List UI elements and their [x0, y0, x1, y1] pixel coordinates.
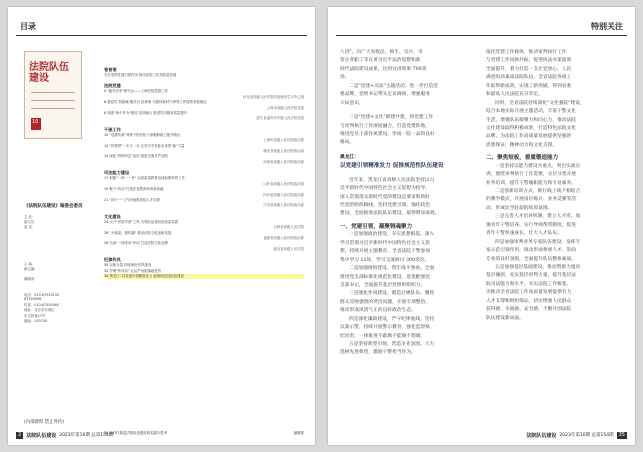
masthead-line: 67550096: [24, 297, 42, 301]
toc-entry-title: 8 构建"两个作为"格局 坚持融合 推进司法服务质量提升: [104, 111, 188, 116]
toc-entry-title: 32 拧紧"作风扣" 让从严治院落地见效: [104, 268, 162, 273]
toc-entry-title: 10 "选拔传承"背景下的法院干部履职能力提升路径: [104, 132, 181, 137]
cover-title-line-2: 建设: [29, 73, 49, 84]
paragraph-line: 业务培训，提升干警履职能力和专业素养。: [486, 180, 577, 186]
paragraph-line: 家示范引领作用，推动形成尊重人才、崇尚: [486, 248, 577, 254]
paragraph-line: 格局。: [340, 140, 355, 146]
cover-rule: [31, 100, 75, 101]
paragraph-line: 依托党建工作载体，推动审判执行工作: [486, 50, 567, 55]
header-rule: [336, 35, 627, 36]
masthead-line: 副主编：: [24, 266, 38, 271]
right-page-footer: [336, 430, 627, 440]
toc-section: [104, 67, 304, 78]
paragraph-line: 五是加强基层基础建设，推动资源力量向: [495, 264, 581, 270]
paragraph-line: 八进"，向广大农牧民、师生、官兵、市: [340, 50, 423, 55]
toc-entry-title: 26 "大格局、微传播" 推动法院文化创新发展: [104, 230, 172, 235]
toc-entry[interactable]: [104, 133, 304, 144]
paragraph-line: 队伍建设新局面。: [486, 315, 524, 321]
paragraph-line: 建品牌，党组书记带头走访调研，增强服务: [340, 92, 431, 98]
masthead-title: 《法院队伍建设》编委会委员: [24, 204, 83, 209]
article-title: 以党建引领精准发力 促推规范性队伍建设: [340, 163, 444, 170]
toc-entry-title: 34 黑龙江: 以党建引领精准发力 促推规范性队伍建设: [104, 274, 304, 279]
toc-entry-title: 充分发挥党建引领作用 推动法院工作高质量发展: [104, 73, 177, 77]
paragraph-line: 纪问责，一体推进不敢腐不能腐不想腐。: [340, 333, 426, 339]
toc-entry[interactable]: [104, 220, 304, 231]
paragraph-line: 大局意识。: [340, 100, 364, 106]
toc-section: [104, 83, 304, 121]
footer-issue-date: 2023年第10期 总第154期: [59, 433, 114, 438]
paragraph-line: 集中学习 12场，学习交流研讨 300余次。: [340, 257, 430, 263]
paragraph-line: 强青年干警培养，实行导师帮带制度，促进: [486, 222, 577, 228]
paragraph-line: 同时，全省法院持续深化"文化强院"建设，: [495, 100, 585, 106]
toc-entry[interactable]: [104, 144, 304, 155]
toc-entry-title: 24 大兴"法院书香"之风 引领队伍建设高质量发展: [104, 219, 179, 224]
toc-entry-author: 河南省高级人民法院政治部: [263, 159, 304, 164]
paragraph-line: 群众反映强烈的突出问题，开展专项整治，: [340, 299, 431, 305]
toc-entry-author: 湖北省高级人民法院政治部: [263, 149, 304, 154]
toc-last-line[interactable]: 36 新时代基层法院队伍建设的实践与思考: [104, 431, 168, 435]
masthead-line: 地址：北京市东城区: [24, 308, 55, 313]
paragraph-line: 选树先进典型，激励干警担当作为。: [340, 350, 416, 356]
masthead-line: 东交民巷27号: [24, 313, 46, 318]
paragraph-line: 动，形成比学赶超的浓厚氛围。: [486, 205, 553, 211]
paragraph-line: 文化建设取得积极成果，打造特色法院文化: [486, 125, 577, 131]
toc-entry-author: 湖北省高级人民法院: [273, 246, 304, 251]
toc-entry-title: 19 聚力"四全"打造法官教育培训新高地: [104, 187, 164, 192]
paragraph-line: 推动形成风清气正的良好政治生态。: [340, 308, 416, 314]
left-page: [8, 7, 315, 445]
paragraph-line: 代党的组织路线，坚持党建引领，强化政治: [340, 203, 431, 208]
toc-entry[interactable]: [104, 187, 304, 198]
magazine-cover-image: [24, 51, 82, 139]
toc-entry[interactable]: [104, 111, 304, 122]
toc-entry-title: 4 "能司法东"研究会——上海法院党建工作: [104, 89, 168, 94]
masthead-line: 主 编：: [24, 261, 36, 266]
toc-entry-title: 12 "传帮带"一年又一年 在坚守中奔赴未来的"新"力量: [104, 143, 185, 148]
paragraph-line: 的教学模式，开展岗位练兵、业务竞赛等活: [486, 197, 577, 203]
paragraph-line: 近年来，黑龙江省高级人民法院坚持以习: [349, 177, 435, 183]
toc-entry-author: 河北省高级人民法院党组理论学习中心组: [242, 94, 304, 99]
footer-issue-date: 2023年第10期 总第154期: [559, 433, 614, 438]
paragraph-line: 一是坚持以能力建设为重点，突出实战实: [495, 163, 581, 169]
paragraph-line: 院司法能力和水平，夯实法院工作根基，: [486, 281, 572, 287]
toc-entry-title: 17 积极"一砂一一坐" 以高质量教育培训助推审判工作: [104, 176, 185, 181]
page-number: 35: [618, 431, 625, 438]
cover-rule: [31, 92, 75, 93]
footer-magazine-name: 法院队伍建设: [526, 432, 557, 439]
cover-rule: [31, 108, 75, 109]
toc-entry-author: 福建省高级人民法院政治部: [263, 235, 304, 240]
paragraph-line: 近平新时代中国特色社会主义思想为指导，: [340, 186, 431, 192]
cover-title: [29, 62, 79, 84]
table-of-contents: [104, 67, 304, 284]
paragraph-line: 训，围绕审判执行工作需要，分层分类开展: [486, 172, 577, 178]
toc-entry-author: 吉林省高级人民法院: [273, 225, 304, 230]
paragraph-line: 专业的良好氛围，全面提升队伍整体素质。: [486, 256, 577, 262]
paragraph-line: 基层倾斜，充实基层审判力量，提升基层法: [486, 273, 577, 279]
paragraph-line: 想，持续开展主题教育，全省法院干警参加: [340, 249, 431, 255]
toc-entry[interactable]: [104, 73, 304, 78]
paragraph-line: 四是深化廉政建设，严守纪律底线。坚持: [349, 316, 435, 322]
toc-section-title: 法院党建: [104, 83, 121, 89]
paragraph-line: 与审判执行工作深度融合，打造党建阵地，: [340, 123, 431, 129]
masthead-line: 编辑部：: [24, 277, 38, 282]
masthead-line: 邮编：100745: [24, 318, 48, 323]
masthead-line: 委 员：: [24, 225, 36, 230]
paragraph-line: 作取得新成效，实现了新突破，得到省委: [486, 83, 572, 89]
paragraph-line: 品牌，为法院工作高质量发展提供坚强的: [486, 134, 572, 140]
paragraph-line: 五是坚持典型引领，营造争先氛围。大力: [349, 342, 435, 347]
article-region-label: 黑龙江：: [340, 154, 359, 160]
header-rule: [16, 35, 307, 36]
page-header-section: 特别关注: [591, 22, 623, 31]
article-column-right: [486, 49, 622, 323]
paragraph-line: 四是加强审判业务专家队伍建设，发挥专: [495, 239, 581, 245]
toc-entry-author: 浙江省温州市中级人民法院党组: [256, 116, 304, 121]
paragraph-line: 建设，全面推进法院队伍建设，取得明显成效。: [340, 211, 440, 217]
cover-title-line-1: 法院队伍: [29, 62, 69, 73]
paragraph-line: 三是强化作风建设，锻造过硬队伍。聚焦: [349, 291, 435, 297]
paragraph-line: 思想保证、精神动力和文化支撑。: [486, 142, 558, 148]
toc-entry[interactable]: [104, 198, 304, 209]
masthead-line: 副主任：: [24, 220, 38, 225]
toc-entry[interactable]: [104, 231, 304, 242]
toc-entry[interactable]: [104, 241, 304, 252]
paragraph-line: 获得感、幸福感、安全感，不断开创法院: [486, 307, 572, 313]
paragraph-line: 满意的高素质法院队伍，全省法院各项工: [486, 75, 572, 81]
paragraph-line: 一是加强政治建设，夯实思想根基。深入: [349, 232, 435, 238]
toc-entry-author: 山东省高级人民法院政治部: [263, 181, 304, 186]
paragraph-line: 深入贯彻落实新时代党的建设总要求和新时: [340, 194, 431, 200]
toc-entry[interactable]: [104, 100, 304, 111]
cover-issue-number: 10: [32, 119, 39, 125]
section-heading: 一、党建引领，凝聚铸魂聚力: [340, 223, 413, 230]
toc-section: [104, 214, 304, 252]
toc-section: [104, 127, 304, 165]
toc-section-title: 文化建设: [104, 213, 121, 219]
toc-last-author: 编辑部: [293, 431, 304, 435]
toc-section-title: 司法能力建设: [104, 170, 130, 176]
paragraph-line: 时代法院建设成果，达到宣讲效果 700余: [340, 66, 427, 72]
paragraph-line: 三是"党建+文化"联建共建，将党建工作: [349, 115, 434, 121]
paragraph-line: 全面提升，着力打造一支让党放心、人民: [486, 66, 572, 72]
toc-entry[interactable]: [104, 274, 304, 279]
toc-section: [104, 257, 304, 279]
masthead-footer-note: (内部资料 禁止外传): [24, 420, 64, 425]
paragraph-line: 二是创新培训方式，推行线上线下相结合: [495, 189, 581, 194]
toc-section: [104, 170, 304, 208]
toc-section-title: 纪律作风: [104, 257, 121, 263]
paragraph-line: 结合本地实际开展主题活动，丰富干警文化: [486, 109, 577, 115]
paragraph-line: 三是完善人才培养机制，建立人才库，加: [495, 214, 581, 220]
toc-entry-title: 28 弘扬"一线带动"作用 打造法院文化品牌: [104, 241, 168, 246]
toc-entry-author: 上海市高级人民法院党组: [266, 105, 304, 110]
paragraph-line: 二是加强组织建设，筑牢战斗堡垒。全面: [349, 266, 435, 272]
toc-entry-title: 30 以案为鉴 持续深化作风建设: [104, 263, 152, 268]
paragraph-line: 人才支撑和组织保证，切实增强人民群众: [486, 298, 572, 304]
toc-entry-title: 21 "四个一"工作法助推法院人才培养: [104, 197, 160, 202]
paragraph-line: 管企业职工等宣讲习近平法治思想和新: [340, 58, 421, 64]
paragraph-line: 支部书记，全面提升基层党组织组织力。: [340, 282, 426, 288]
paragraph-line: 与党建工作同频共振，促进执法办案质效: [486, 58, 572, 64]
page-number: 2: [18, 431, 22, 438]
paragraph-line: 推进党支部标准化规范化建设，选优配强党: [340, 274, 431, 280]
paragraph-line: 为推动全省法院工作高质量发展提供有力: [486, 290, 572, 296]
paragraph-line: 以案示警，持续开展警示教育，强化监督执: [340, 325, 431, 331]
toc-entry-author: 江苏省高级人民法院政治部: [263, 203, 304, 208]
toc-entry-author: 上海市高级人民法院政治部: [263, 138, 304, 143]
masthead-lines: [24, 214, 86, 323]
toc-entry[interactable]: [104, 154, 304, 165]
paragraph-line: 青年干警快速成长，壮大人才队伍。: [486, 231, 562, 237]
article-column-left: [340, 49, 476, 358]
masthead-line: 传真：010-67550060: [24, 303, 60, 308]
masthead-line: 主 任：: [24, 215, 36, 219]
paragraph-line: 和最高人民法院充分肯定。: [486, 92, 543, 98]
toc-entry-author: 四川省高级人民法院政治部: [263, 192, 304, 197]
toc-section-title: 卷首语: [104, 67, 117, 72]
toc-section-title: 干部工作: [104, 126, 121, 132]
paragraph-line: 生活，增强队伍凝聚力和向心力，推动法院: [486, 117, 577, 123]
toc-entry-title: 6 强党性 筑根魂 聚共识 担使命 为做好新时代审判工作提供坚强保证: [104, 100, 207, 105]
masthead-line: 电话：010-67550100: [24, 292, 60, 297]
footer-magazine-name: 法院队伍建设: [26, 432, 57, 439]
page-header-title: 目录: [20, 22, 36, 31]
toc-entry[interactable]: [104, 176, 304, 187]
paragraph-line: 学习贯彻习近平新时代中国特色社会主义思: [340, 240, 431, 246]
section-heading: 二、聚焦短板，着重锻造能力: [486, 155, 559, 162]
left-page-footer: [16, 430, 307, 440]
right-page: [328, 7, 635, 445]
toc-entry-title: 14 深化"四种形态"运用 推进全面从严治院: [104, 154, 168, 159]
masthead: [24, 203, 86, 323]
paragraph-line: 推进党员干部作风建设，形成一院一品的良好: [340, 131, 435, 137]
toc-entry[interactable]: [104, 89, 304, 100]
paragraph-line: 场。: [340, 75, 350, 81]
paragraph-line: 二是"党建+司法"主题活动，进一步打造党: [349, 83, 438, 89]
